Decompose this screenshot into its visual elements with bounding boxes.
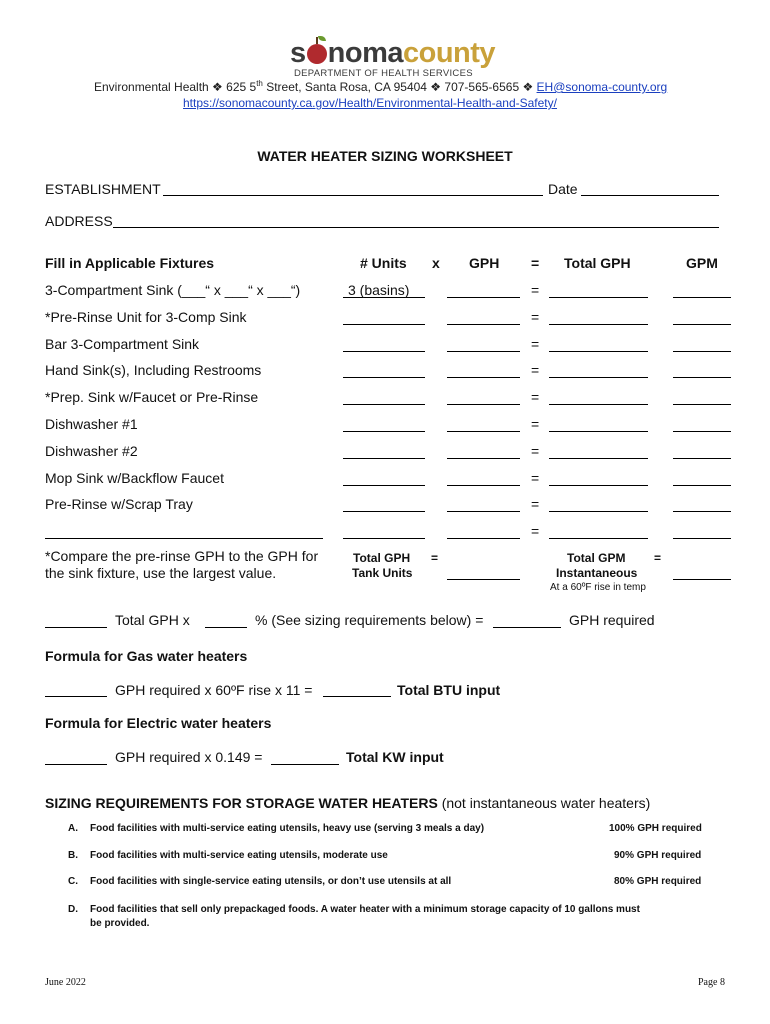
electric-formula: GPH required x 0.149 = <box>115 749 263 765</box>
gpm-field[interactable] <box>673 297 731 298</box>
gpm-field[interactable] <box>673 485 731 486</box>
electric-gph-input[interactable] <box>45 764 107 765</box>
units-field[interactable] <box>343 431 425 432</box>
gph-field[interactable] <box>447 324 520 325</box>
gpm-field[interactable] <box>673 431 731 432</box>
gas-gph-input[interactable] <box>45 696 107 697</box>
total-gph-field[interactable] <box>549 485 648 486</box>
total-gph-field[interactable] <box>549 351 648 352</box>
gpm-field[interactable] <box>673 324 731 325</box>
units-field[interactable] <box>343 485 425 486</box>
total-gpm-label: Total GPM <box>567 551 626 565</box>
gpm-field[interactable] <box>673 458 731 459</box>
electric-kw-input[interactable] <box>271 764 339 765</box>
logo-wordmark: s nomacounty <box>290 37 496 69</box>
sizing-c-req: 80% GPH required <box>614 876 702 887</box>
establishment-field[interactable] <box>163 195 543 196</box>
establishment-label: ESTABLISHMENT <box>45 181 161 197</box>
equals-sign: = <box>531 389 540 406</box>
equals-sign: = <box>531 496 540 513</box>
total-gph-field[interactable] <box>447 579 520 580</box>
gph-required-input[interactable] <box>493 627 561 628</box>
email-link[interactable]: EH@sonoma-county.org <box>536 80 668 94</box>
gpm-field[interactable] <box>673 351 731 352</box>
total-gph-field[interactable] <box>549 431 648 432</box>
units-field[interactable] <box>343 538 425 539</box>
sizing-a-req: 100% GPH required <box>609 823 702 834</box>
rise-note: At a 60ºF rise in temp <box>550 582 646 593</box>
total-gph-input[interactable] <box>45 627 107 628</box>
gph-field[interactable] <box>447 458 520 459</box>
logo-subtitle: DEPARTMENT OF HEALTH SERVICES <box>294 68 473 79</box>
fixture-label: Dishwasher #1 <box>45 416 138 432</box>
sizing-b-req: 90% GPH required <box>614 850 702 861</box>
gas-heading: Formula for Gas water heaters <box>45 648 248 664</box>
total-gph-field[interactable] <box>549 511 648 512</box>
total-gph-field[interactable] <box>549 324 648 325</box>
gpm-header: GPM <box>686 255 718 271</box>
equals-sign: = <box>531 362 540 379</box>
units-field[interactable] <box>343 351 425 352</box>
date-field[interactable] <box>581 195 719 196</box>
gph-field[interactable] <box>447 511 520 512</box>
gpm-field[interactable] <box>673 511 731 512</box>
sizing-heading: SIZING REQUIREMENTS FOR STORAGE WATER HEATERS (not instantaneous water heaters) <box>45 795 651 811</box>
total-gph-field[interactable] <box>549 458 648 459</box>
sizing-c-letter: C. <box>68 876 78 887</box>
equals-sign: = <box>531 523 540 540</box>
units-field[interactable] <box>343 511 425 512</box>
x-header: x <box>432 255 440 271</box>
equals-sign: = <box>531 442 540 459</box>
total-gpm-field[interactable] <box>673 579 731 580</box>
fixture-label: *Pre-Rinse Unit for 3-Comp Sink <box>45 308 247 325</box>
address-field[interactable] <box>113 227 719 228</box>
gph-field[interactable] <box>447 538 520 539</box>
gph-field[interactable] <box>447 297 520 298</box>
total-gph-label: Total GPH <box>353 551 411 565</box>
fixture-label: 3-Compartment Sink (___“ x ___“ x ___“) <box>45 282 301 298</box>
page-title: WATER HEATER SIZING WORKSHEET <box>257 148 513 164</box>
date-label: Date <box>548 181 578 197</box>
fixture-label: Mop Sink w/Backflow Faucet <box>45 469 224 486</box>
fixture-label: Bar 3-Compartment Sink <box>45 335 200 352</box>
units-header: # Units <box>360 255 407 271</box>
gpm-field[interactable] <box>673 404 731 405</box>
sizing-c-text: Food facilities with single-service eating utensils, or don’t use utensils at all <box>90 876 452 887</box>
gph-field[interactable] <box>447 431 520 432</box>
sizing-b-letter: B. <box>68 850 78 861</box>
total-gph-field[interactable] <box>549 297 648 298</box>
total-gph-x-label: Total GPH x <box>115 612 190 628</box>
percent-input[interactable] <box>205 627 247 628</box>
footer-date: June 2022 <box>45 977 86 988</box>
fixture-label-field[interactable] <box>45 538 323 539</box>
total-gph-field[interactable] <box>549 404 648 405</box>
fixtures-header: Fill in Applicable Fixtures <box>45 255 215 271</box>
electric-result-label: Total KW input <box>346 749 444 765</box>
sizing-d-text: Food facilities that sell only prepackaged foods. A water heater with a minimum storage capacity of 10 gallons must <box>90 904 640 915</box>
sizing-d-text-2: be provided. <box>90 918 150 929</box>
gas-result-label: Total BTU input <box>397 682 501 698</box>
gph-required-label: GPH required <box>569 612 655 628</box>
note-line-2: the sink fixture, use the largest value. <box>45 565 277 581</box>
fixture-label: Pre-Rinse w/Scrap Tray <box>45 496 193 513</box>
total-gph-eq: = <box>431 551 439 565</box>
gph-field[interactable] <box>447 377 520 378</box>
percent-label: % (See sizing requirements below) = <box>255 612 484 628</box>
tank-units-label: Tank Units <box>352 566 413 580</box>
equals-sign: = <box>531 308 540 325</box>
total-gph-field[interactable] <box>549 538 648 539</box>
page-number: Page 8 <box>698 977 725 988</box>
eq-header: = <box>531 255 540 271</box>
units-value: 3 (basins) <box>348 282 410 298</box>
total-gph-header: Total GPH <box>564 255 631 271</box>
equals-sign: = <box>531 416 540 432</box>
sizing-b-text: Food facilities with multi-service eating utensils, moderate use <box>90 850 388 861</box>
total-gph-field[interactable] <box>549 377 648 378</box>
gpm-field[interactable] <box>673 538 731 539</box>
fixture-label: *Prep. Sink w/Faucet or Pre-Rinse <box>45 389 259 406</box>
sizing-a-letter: A. <box>68 823 78 834</box>
gph-field[interactable] <box>447 351 520 352</box>
equals-sign: = <box>531 469 540 486</box>
fixture-label: Dishwasher #2 <box>45 442 138 459</box>
units-field[interactable] <box>343 404 425 405</box>
gph-field[interactable] <box>447 485 520 486</box>
equals-sign: = <box>531 335 540 352</box>
gas-btu-input[interactable] <box>323 696 391 697</box>
gpm-field[interactable] <box>673 377 731 378</box>
equals-sign: = <box>531 282 540 298</box>
gas-formula: GPH required x 60ºF rise x 11 = <box>115 682 313 698</box>
fixture-label: Hand Sink(s), Including Restrooms <box>45 362 262 379</box>
sizing-a-text: Food facilities with multi-service eating utensils, heavy use (serving 3 meals a day) <box>90 823 485 834</box>
website-link[interactable]: https://sonomacounty.ca.gov/Health/Environmental-Health-and-Safety/ <box>183 96 557 110</box>
gph-field[interactable] <box>447 404 520 405</box>
contact-line: Environmental Health ❖ 625 5th Street, Santa Rosa, CA 95404 ❖ 707-565-6565 ❖ EH@sonoma-county.org <box>94 79 668 94</box>
note-line-1: *Compare the pre-rinse GPH to the GPH for <box>45 548 319 564</box>
units-field[interactable] <box>343 377 425 378</box>
apple-icon <box>307 44 327 64</box>
units-field[interactable] <box>343 458 425 459</box>
total-gpm-eq: = <box>654 551 662 565</box>
sizing-d-letter: D. <box>68 904 78 915</box>
electric-heading: Formula for Electric water heaters <box>45 715 272 731</box>
address-label: ADDRESS <box>45 213 113 229</box>
gph-header: GPH <box>469 255 500 271</box>
units-field[interactable] <box>343 324 425 325</box>
instantaneous-label: Instantaneous <box>556 566 638 580</box>
